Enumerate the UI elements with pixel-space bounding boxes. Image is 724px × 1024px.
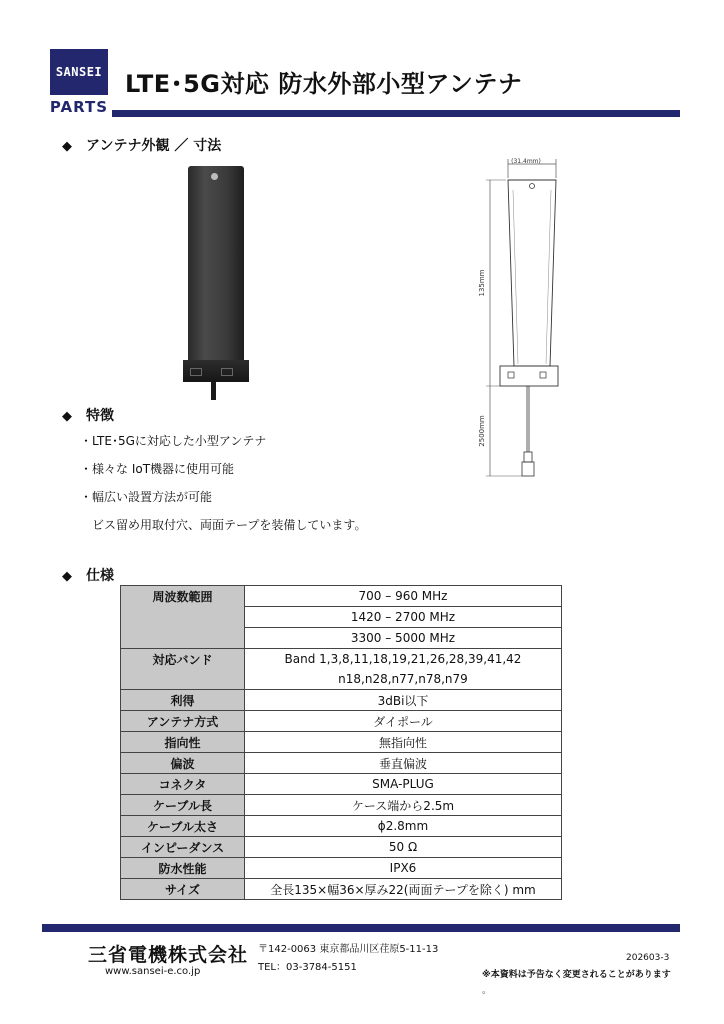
table-row <box>121 711 562 732</box>
base-slot-right <box>221 368 233 376</box>
diamond-bullet-icon: ◆ <box>62 139 72 154</box>
section-appearance-heading <box>62 135 221 155</box>
logo-text: SANSEI <box>55 65 103 79</box>
spec-value: 700 – 960 MHz <box>245 586 562 607</box>
table-row <box>121 795 562 816</box>
spec-label: 偏波 <box>121 753 245 774</box>
change-notice: ※本資料は予告なく変更されることがあります <box>482 970 671 980</box>
feature-item: ・幅広い設置方法が可能 <box>80 490 213 504</box>
section-features-label: 特徴 <box>86 408 114 424</box>
spec-value: 全長135×幅36×厚み22(両面テープを除く) mm <box>245 879 562 900</box>
spec-label: 周波数範囲 <box>121 586 245 649</box>
company-url: www.sansei-e.co.jp <box>105 966 201 977</box>
base-slot-left <box>190 368 202 376</box>
header-rule <box>112 110 680 117</box>
logo-parts: PARTS <box>49 98 109 116</box>
spec-label: アンテナ方式 <box>121 711 245 732</box>
height-label: 135mm <box>478 269 486 297</box>
mount-hole <box>211 173 218 180</box>
company-tel: TEL：03-3784-5151 <box>258 962 357 973</box>
table-row <box>121 586 562 607</box>
feature-item: ・LTE･5Gに対応した小型アンテナ <box>80 434 267 448</box>
table-row <box>121 732 562 753</box>
company-name: 三省電機株式会社 <box>88 944 249 966</box>
drawing-hole <box>530 184 535 189</box>
spec-label: ケーブル太さ <box>121 816 245 837</box>
cable-label: 2500mm <box>478 415 486 447</box>
spec-value: 無指向性 <box>245 732 562 753</box>
section-specs-heading <box>62 565 114 585</box>
spec-value: 1420 – 2700 MHz <box>245 607 562 628</box>
footer-rule <box>42 924 680 932</box>
spec-label: 指向性 <box>121 732 245 753</box>
table-row <box>121 753 562 774</box>
spec-value: ϕ2.8mm <box>245 816 562 837</box>
spec-value: ダイポール <box>245 711 562 732</box>
section-appearance-label: アンテナ外観 ／ 寸法 <box>86 138 222 154</box>
drawing-connector <box>524 452 532 462</box>
doc-code: 202603-3 <box>626 953 670 963</box>
antenna-body <box>188 166 244 362</box>
table-row <box>121 879 562 900</box>
antenna-cable <box>211 382 216 400</box>
width-label: (31.4mm) <box>511 158 541 165</box>
spec-value: 50 Ω <box>245 837 562 858</box>
table-row <box>121 649 562 670</box>
spec-value: ケース端から2.5m <box>245 795 562 816</box>
diamond-bullet-icon: ◆ <box>62 569 72 584</box>
spec-value: Band 1,3,8,11,18,19,21,26,28,39,41,42 <box>245 649 562 670</box>
company-address: 〒142-0063 東京都品川区荏原5-11-13 <box>258 944 439 955</box>
spec-label: 対応バンド <box>121 649 245 690</box>
table-row <box>121 774 562 795</box>
diamond-bullet-icon: ◆ <box>62 409 72 424</box>
table-row <box>121 837 562 858</box>
spec-value: 3dBi以下 <box>245 690 562 711</box>
spec-label: 利得 <box>121 690 245 711</box>
spec-label: コネクタ <box>121 774 245 795</box>
table-row <box>121 690 562 711</box>
spec-value: n18,n28,n77,n78,n79 <box>245 669 562 690</box>
spec-value: SMA-PLUG <box>245 774 562 795</box>
change-notice-tail: 。 <box>482 986 492 996</box>
spec-label: ケーブル長 <box>121 795 245 816</box>
feature-item: ビス留め用取付穴、両面テープを装備しています。 <box>92 518 367 532</box>
logo-sansei <box>50 49 108 95</box>
section-specs-label: 仕様 <box>86 568 114 584</box>
spec-label: サイズ <box>121 879 245 900</box>
drawing-base <box>500 366 558 386</box>
spec-table <box>120 585 562 900</box>
feature-item: ・様々な IoT機器に使用可能 <box>80 462 235 476</box>
table-row <box>121 816 562 837</box>
spec-value: 3300 – 5000 MHz <box>245 628 562 649</box>
spec-label: インピーダンス <box>121 837 245 858</box>
spec-value: 垂直偏波 <box>245 753 562 774</box>
table-row <box>121 858 562 879</box>
spec-label: 防水性能 <box>121 858 245 879</box>
page-title: LTE･5G対応 防水外部小型アンテナ <box>125 70 523 98</box>
spec-value: IPX6 <box>245 858 562 879</box>
section-features-heading <box>62 405 114 425</box>
dimension-drawing <box>460 150 580 495</box>
